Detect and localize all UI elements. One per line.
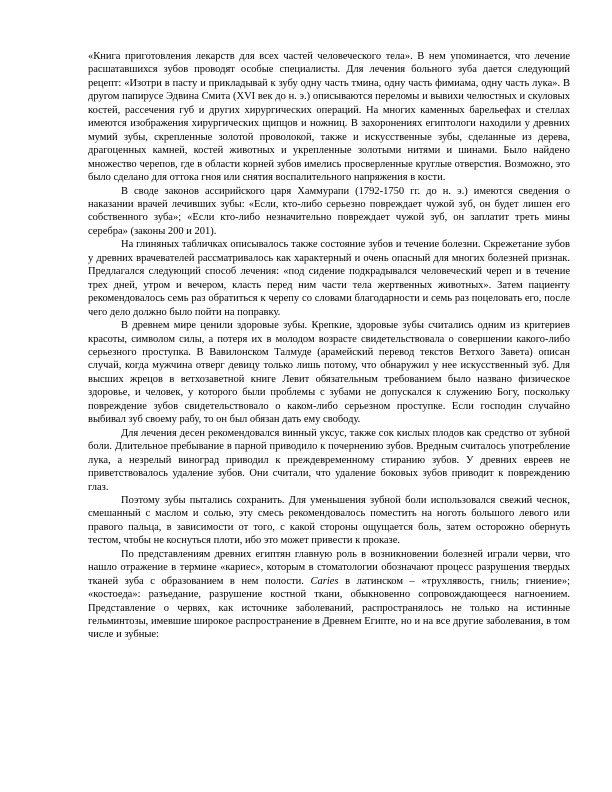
paragraph-5: Для лечения десен рекомендовался винный уксус, также сок кислых плодов как средство от зубной боли. Длительное пребывание в парной приводило к почернению зубов. Вредным считалось употребление лука, а незрелый виноград приводил к преждевременному стиранию зубов. У древних евреев не приветствовалось удаление зубов. Они считали, что удаление боковых зубов приводит к повреждению глаз.	[88, 427, 570, 493]
paragraph-1: «Книга приготовления лекарств для всех частей человеческого тела». В нем упоминается, что лечение расшатавшихся зубов проводят особые специалисты. Для лечения больного зуба дается следующий рецепт: «Изотри в пасту и прикладывай к зубу одну часть тмина, одну часть фимиама, одну часть лука». В другом папирусе Эдвина Смита (XVI век до н. э.) описываются переломы и вывихи челюстных и скуловых костей, рассечения губ и других хирургических операций. На многих каменных барельефах и стеллах имеются изображения хирургических щипцов и ножниц. В захоронениях египтологи находили у древних мумий зубы, скрепленные золотой проволокой, также и искусственные зубы, сделанные из дерева, драгоценных камней, костей животных и укрепленные золотыми нитями и шинами. Было найдено множество черепов, где в области корней зубов имелись просверленные круглые отверстия. Возможно, это было сделано для оттока гноя или снятия воспалительного напряжения в кости.	[88, 51, 570, 184]
document-page	[88, 50, 570, 642]
paragraph-7-latin-term: Caries	[310, 575, 339, 587]
paragraph-7-text-after: в латинском – «трухлявость, гниль; гниение»; «костоеда»: разъедание, разрушение костной ткани, обыкновенно сопровождающееся нагноением. Представление о червях, как источнике заболеваний, распространялось не только на истинные гельминтозы, имевшие широкое распространение в Древнем Египте, но и на все другие заболевания, в том числе и зубные:	[88, 575, 570, 641]
paragraph-6: Поэтому зубы пытались сохранить. Для уменьшения зубной боли использовался свежий чеснок, смешанный с маслом и солью, эту смесь рекомендовалось поместить на ноготь большого левого или правого пальца, в зависимости от того, с какой стороны ощущается боль, затем осторожно обернуть тестом, чтобы не коснуться плоти, ибо это может привести к проказе.	[88, 494, 570, 547]
paragraph-7	[88, 548, 570, 642]
paragraph-3: На глиняных табличках описывалось также состояние зубов и течение болезни. Скрежетание зубов у древних врачевателей рассматривалось как характерный и очень опасный для многих болезней признак. Предлагался следующий способ лечения: «под сидение подкрадывался человеческий череп и в течение трех дней, утром и вечером, класть перед ним части тела жертвенных животных». Затем пациенту рекомендовалось семь раз обратиться к черепу со словами благодарности и семь раз поцеловать его, после чего дело должно было пойти на поправку.	[88, 239, 570, 318]
paragraph-2: В своде законов ассирийского царя Хаммурапи (1792-1750 гг. до н. э.) имеются сведения о наказании врачей лечивших зубы: «Если, кто-либо серьезно повреждает чужой зуб, он будет лишен его собственного зуба»; «Если кто-либо незначительно повреждает чужой зуб, он заплатит треть мины серебра» (законы 200 и 201).	[88, 185, 570, 237]
paragraph-7-text-before: По представлениям древних египтян главную роль в возникновении болезней играли черви, что нашло отражение в термине «кариес», которым в стоматологии обозначают процесс разрушения твердых тканей зуба с образованием в нем полости.	[88, 548, 570, 587]
paragraph-4: В древнем мире ценили здоровые зубы. Крепкие, здоровые зубы считались одним из критериев красоты, символом силы, а потеря их в молодом возрасте свидетельствовала о совершении какого-либо серьезного проступка. В Вавилонском Талмуде (арамейский перевод текстов Ветхого Завета) описан случай, когда мужчина отверг девицу только лишь потому, что обнаружил у нее искусственный зуб. Для высших жрецов в ветхозаветной книге Левит обязательным требованием было названо физическое здоровье, и человек, у которого были проблемы с зубами не допускался к служению Богу, поскольку повреждение зубов свидетельствовало о каком-либо серьезном проступке. Если господин случайно выбивал зуб своему рабу, то он был обязан дать ему свободу.	[88, 320, 570, 426]
